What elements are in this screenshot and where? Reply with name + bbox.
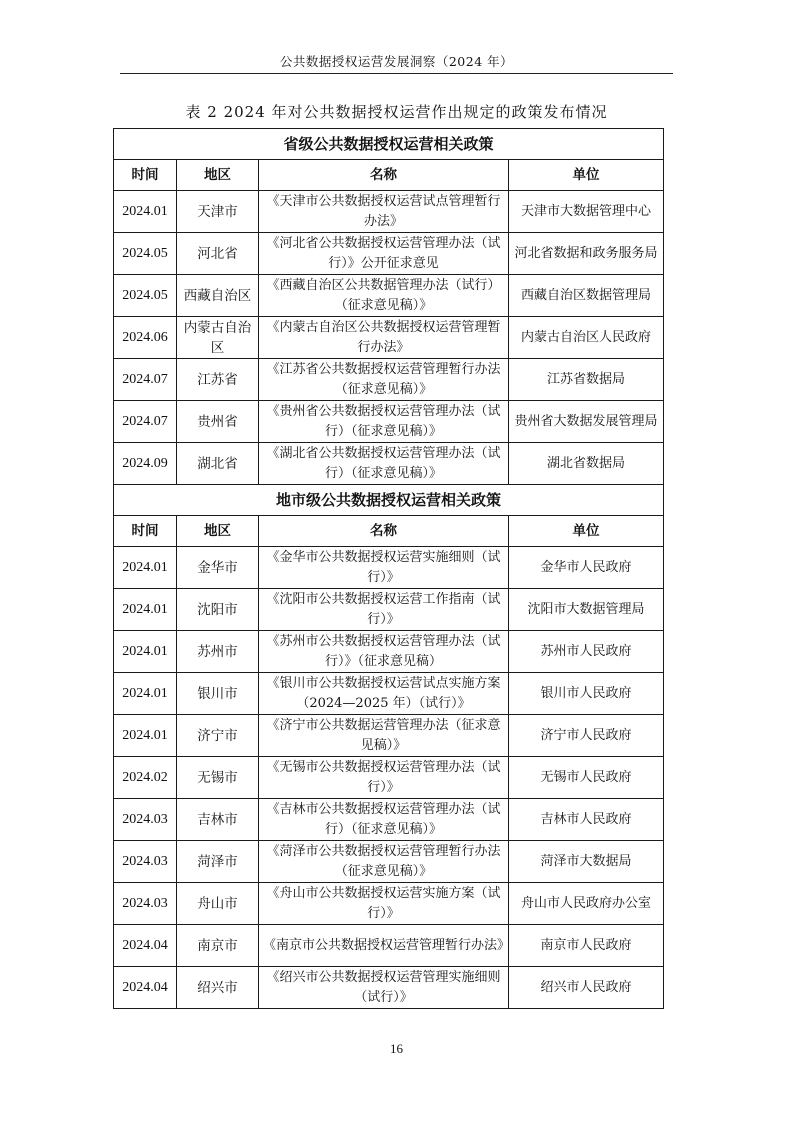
cell-region: 贵州省	[177, 401, 259, 443]
cell-name: 《湖北省公共数据授权运营管理办法（试行）（征求意见稿）》	[259, 443, 509, 485]
cell-name: 《无锡市公共数据授权运营管理办法（试行）》	[259, 757, 509, 799]
table-row	[114, 673, 664, 715]
cell-time: 2024.01	[114, 673, 177, 715]
section-title: 省级公共数据授权运营相关政策	[114, 129, 664, 160]
table-row	[114, 191, 664, 233]
cell-time: 2024.01	[114, 631, 177, 673]
cell-unit: 河北省数据和政务服务局	[509, 233, 664, 275]
cell-region: 菏泽市	[177, 841, 259, 883]
table-row	[114, 317, 664, 359]
policy-table-body	[114, 129, 664, 1009]
cell-time: 2024.02	[114, 757, 177, 799]
section-header-row	[114, 485, 664, 516]
cell-region: 内蒙古自治区	[177, 317, 259, 359]
cell-unit: 贵州省大数据发展管理局	[509, 401, 664, 443]
page-number: 16	[390, 1041, 403, 1056]
table-row	[114, 233, 664, 275]
cell-name: 《天津市公共数据授权运营试点管理暂行办法》	[259, 191, 509, 233]
cell-name: 《济宁市公共数据运营管理办法（征求意见稿）》	[259, 715, 509, 757]
table-row	[114, 631, 664, 673]
table-row	[114, 715, 664, 757]
cell-time: 2024.07	[114, 401, 177, 443]
cell-time: 2024.01	[114, 589, 177, 631]
table-row	[114, 967, 664, 1009]
column-header-name: 名称	[259, 160, 509, 191]
cell-region: 无锡市	[177, 757, 259, 799]
cell-region: 绍兴市	[177, 967, 259, 1009]
cell-unit: 苏州市人民政府	[509, 631, 664, 673]
cell-time: 2024.01	[114, 715, 177, 757]
cell-unit: 金华市人民政府	[509, 547, 664, 589]
column-header-row	[114, 160, 664, 191]
cell-unit: 绍兴市人民政府	[509, 967, 664, 1009]
cell-region: 苏州市	[177, 631, 259, 673]
cell-time: 2024.03	[114, 841, 177, 883]
cell-name: 《河北省公共数据授权运营管理办法（试行）》公开征求意见	[259, 233, 509, 275]
cell-unit: 内蒙古自治区人民政府	[509, 317, 664, 359]
cell-unit: 银川市人民政府	[509, 673, 664, 715]
cell-name: 《银川市公共数据授权运营试点实施方案（2024—2025 年）（试行）》	[259, 673, 509, 715]
table-row	[114, 275, 664, 317]
cell-name: 《菏泽市公共数据授权运营管理暂行办法（征求意见稿）》	[259, 841, 509, 883]
cell-unit: 湖北省数据局	[509, 443, 664, 485]
table-row	[114, 841, 664, 883]
column-header-unit: 单位	[509, 516, 664, 547]
cell-time: 2024.04	[114, 967, 177, 1009]
column-header-unit: 单位	[509, 160, 664, 191]
section-header-row	[114, 129, 664, 160]
table-row	[114, 547, 664, 589]
cell-unit: 沈阳市大数据管理局	[509, 589, 664, 631]
table-row	[114, 799, 664, 841]
cell-region: 湖北省	[177, 443, 259, 485]
cell-region: 沈阳市	[177, 589, 259, 631]
cell-time: 2024.06	[114, 317, 177, 359]
column-header-name: 名称	[259, 516, 509, 547]
cell-time: 2024.01	[114, 547, 177, 589]
cell-unit: 南京市人民政府	[509, 925, 664, 967]
header-rule	[120, 73, 673, 74]
running-header: 公共数据授权运营发展洞察（2024 年）	[279, 54, 514, 69]
cell-region: 舟山市	[177, 883, 259, 925]
table-row	[114, 883, 664, 925]
cell-unit: 舟山市人民政府办公室	[509, 883, 664, 925]
section-title: 地市级公共数据授权运营相关政策	[114, 485, 664, 516]
cell-time: 2024.01	[114, 191, 177, 233]
cell-time: 2024.05	[114, 233, 177, 275]
cell-region: 江苏省	[177, 359, 259, 401]
cell-time: 2024.07	[114, 359, 177, 401]
column-header-region: 地区	[177, 516, 259, 547]
cell-unit: 济宁市人民政府	[509, 715, 664, 757]
cell-time: 2024.03	[114, 799, 177, 841]
table-caption: 表 2 2024 年对公共数据授权运营作出规定的政策发布情况	[185, 103, 608, 121]
cell-region: 天津市	[177, 191, 259, 233]
column-header-row	[114, 516, 664, 547]
table-row	[114, 925, 664, 967]
cell-time: 2024.03	[114, 883, 177, 925]
cell-name: 《内蒙古自治区公共数据授权运营管理暂行办法》	[259, 317, 509, 359]
cell-name: 《舟山市公共数据授权运营实施方案（试行）》	[259, 883, 509, 925]
cell-name: 《金华市公共数据授权运营实施细则（试行）》	[259, 547, 509, 589]
cell-name: 《南京市公共数据授权运营管理暂行办法》	[259, 925, 509, 967]
policy-table	[113, 128, 664, 1009]
table-row	[114, 443, 664, 485]
table-row	[114, 589, 664, 631]
cell-time: 2024.05	[114, 275, 177, 317]
cell-region: 河北省	[177, 233, 259, 275]
cell-time: 2024.04	[114, 925, 177, 967]
cell-name: 《西藏自治区公共数据管理办法（试行）（征求意见稿）》	[259, 275, 509, 317]
cell-unit: 菏泽市大数据局	[509, 841, 664, 883]
cell-name: 《沈阳市公共数据授权运营工作指南（试行）》	[259, 589, 509, 631]
cell-region: 吉林市	[177, 799, 259, 841]
cell-region: 银川市	[177, 673, 259, 715]
cell-name: 《绍兴市公共数据授权运营管理实施细则（试行）》	[259, 967, 509, 1009]
cell-region: 西藏自治区	[177, 275, 259, 317]
cell-name: 《贵州省公共数据授权运营管理办法（试行）（征求意见稿）》	[259, 401, 509, 443]
cell-unit: 天津市大数据管理中心	[509, 191, 664, 233]
cell-name: 《吉林市公共数据授权运营管理办法（试行）（征求意见稿）》	[259, 799, 509, 841]
column-header-time: 时间	[114, 160, 177, 191]
cell-unit: 无锡市人民政府	[509, 757, 664, 799]
cell-unit: 吉林市人民政府	[509, 799, 664, 841]
cell-unit: 西藏自治区数据管理局	[509, 275, 664, 317]
table-row	[114, 757, 664, 799]
table-row	[114, 359, 664, 401]
cell-name: 《江苏省公共数据授权运营管理暂行办法（征求意见稿）》	[259, 359, 509, 401]
cell-unit: 江苏省数据局	[509, 359, 664, 401]
cell-time: 2024.09	[114, 443, 177, 485]
cell-name: 《苏州市公共数据授权运营管理办法（试行）》（征求意见稿）	[259, 631, 509, 673]
column-header-region: 地区	[177, 160, 259, 191]
cell-region: 金华市	[177, 547, 259, 589]
table-row	[114, 401, 664, 443]
cell-region: 济宁市	[177, 715, 259, 757]
column-header-time: 时间	[114, 516, 177, 547]
cell-region: 南京市	[177, 925, 259, 967]
